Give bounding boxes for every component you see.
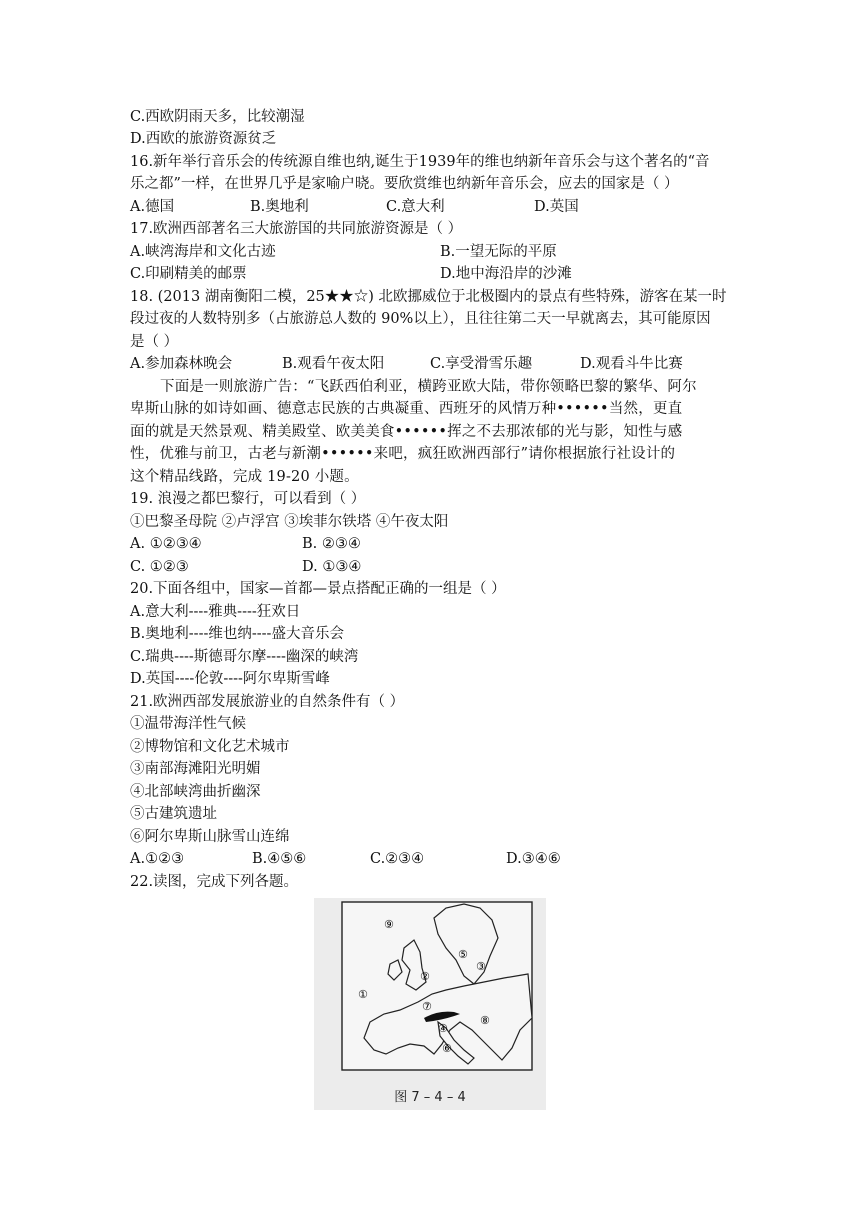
europe-map bbox=[314, 898, 546, 1084]
q19-option-c: C. ①②③ bbox=[130, 559, 189, 575]
q19-option-a: A. ①②③④ bbox=[130, 536, 202, 552]
europe-map-figure bbox=[314, 898, 546, 1110]
q17-stem: 17.欧洲西部著名三大旅游国的共同旅游资源是（ ） bbox=[130, 221, 463, 237]
marker-6: ⑥ bbox=[442, 1042, 452, 1055]
q21-stem: 21.欧洲西部发展旅游业的自然条件有（ ） bbox=[130, 694, 405, 710]
q18-stem-line1: 18. (2013 湖南衡阳二模，25★★☆) 北欧挪威位于北极圈内的景点有些特殊，游客在某一时 bbox=[130, 289, 727, 305]
q21-item-3: ③南部海滩阳光明媚 bbox=[130, 761, 261, 777]
marker-9: ⑨ bbox=[384, 918, 394, 931]
q18-option-b: B.观看午夜太阳 bbox=[282, 356, 385, 372]
q16-stem-line1: 16.新年举行音乐会的传统源自维也纳,诞生于1939年的维也纳新年音乐会与这个著名的“音 bbox=[130, 154, 710, 170]
q18-option-d: D.观看斗牛比赛 bbox=[580, 356, 683, 372]
marker-3: ③ bbox=[476, 960, 486, 973]
q18-stem-line3: 是（ ） bbox=[130, 334, 179, 350]
marker-8: ⑧ bbox=[480, 1014, 490, 1027]
q18-stem-line2: 段过夜的人数特别多（占旅游总人数的 90%以上），且往往第二天一早就离去，其可能原因 bbox=[130, 311, 711, 327]
marker-1: ① bbox=[358, 988, 368, 1001]
q21-item-2: ②博物馆和文化艺术城市 bbox=[130, 739, 290, 755]
q17-option-a: A.峡湾海岸和文化古迹 bbox=[130, 244, 276, 260]
q21-item-6: ⑥阿尔卑斯山脉雪山连绵 bbox=[130, 829, 290, 845]
q18-option-a: A.参加森林晚会 bbox=[130, 356, 233, 372]
q21-option-b: B.④⑤⑥ bbox=[252, 851, 307, 867]
marker-7: ⑦ bbox=[422, 1000, 432, 1013]
q20-stem: 20.下面各组中，国家—首都—景点搭配正确的一组是（ ） bbox=[130, 581, 506, 597]
figure-caption: 图 7 – 4 – 4 bbox=[394, 1090, 466, 1105]
marker-4: ④ bbox=[438, 1022, 448, 1035]
q21-option-d: D.③④⑥ bbox=[506, 851, 561, 867]
q16-option-b: B.奥地利 bbox=[250, 199, 309, 215]
q17-option-c: C.印刷精美的邮票 bbox=[130, 266, 247, 282]
q19-stem: 19. 浪漫之都巴黎行，可以看到（ ） bbox=[130, 491, 366, 507]
q15-option-c: C.西欧阴雨天多，比较潮湿 bbox=[130, 109, 305, 125]
ad-line2: 卑斯山脉的如诗如画、德意志民族的古典凝重、西班牙的风情万种••••••当然，更直 bbox=[130, 401, 683, 417]
q20-option-b: B.奥地利----维也纳----盛大音乐会 bbox=[130, 626, 344, 642]
q17-option-d: D.地中海沿岸的沙滩 bbox=[440, 266, 572, 282]
q20-option-d: D.英国----伦敦----阿尔卑斯雪峰 bbox=[130, 671, 330, 687]
q21-item-5: ⑤古建筑遗址 bbox=[130, 806, 217, 822]
ad-line3: 面的就是天然景观、精美殿堂、欧美美食••••••挥之不去那浓郁的光与影，知性与感 bbox=[130, 424, 683, 440]
q21-option-c: C.②③④ bbox=[370, 851, 425, 867]
q16-option-c: C.意大利 bbox=[386, 199, 445, 215]
q16-option-d: D.英国 bbox=[534, 199, 579, 215]
q16-stem-line2: 乐之都”一样，在世界几乎是家喻户晓。要欣赏维也纳新年音乐会，应去的国家是（ ） bbox=[130, 176, 679, 192]
q19-option-b: B. ②③④ bbox=[302, 536, 361, 552]
q16-option-a: A.德国 bbox=[130, 199, 175, 215]
q15-option-d: D.西欧的旅游资源贫乏 bbox=[130, 131, 277, 147]
ad-line4: 性，优雅与前卫，古老与新潮••••••来吧，疯狂欧洲西部行”请你根据旅行社设计的 bbox=[130, 446, 676, 462]
q17-option-b: B.一望无际的平原 bbox=[440, 244, 557, 260]
q19-option-d: D. ①③④ bbox=[302, 559, 362, 575]
marker-5: ⑤ bbox=[458, 948, 468, 961]
marker-2: ② bbox=[420, 970, 430, 983]
q21-option-a: A.①②③ bbox=[130, 851, 185, 867]
ad-line5: 这个精品线路，完成 19-20 小题。 bbox=[130, 469, 359, 485]
q21-item-1: ①温带海洋性气候 bbox=[130, 716, 246, 732]
q22-stem: 22.读图，完成下列各题。 bbox=[130, 874, 299, 890]
q21-item-4: ④北部峡湾曲折幽深 bbox=[130, 784, 261, 800]
q19-items: ①巴黎圣母院 ②卢浮宫 ③埃菲尔铁塔 ④午夜太阳 bbox=[130, 514, 449, 530]
q20-option-c: C.瑞典----斯德哥尔摩----幽深的峡湾 bbox=[130, 649, 359, 665]
q20-option-a: A.意大利----雅典----狂欢日 bbox=[130, 604, 301, 620]
ad-line1: 下面是一则旅游广告：“飞跃西伯利亚，横跨亚欧大陆，带你领略巴黎的繁华、阿尔 bbox=[160, 379, 697, 395]
q18-option-c: C.享受滑雪乐趣 bbox=[430, 356, 533, 372]
